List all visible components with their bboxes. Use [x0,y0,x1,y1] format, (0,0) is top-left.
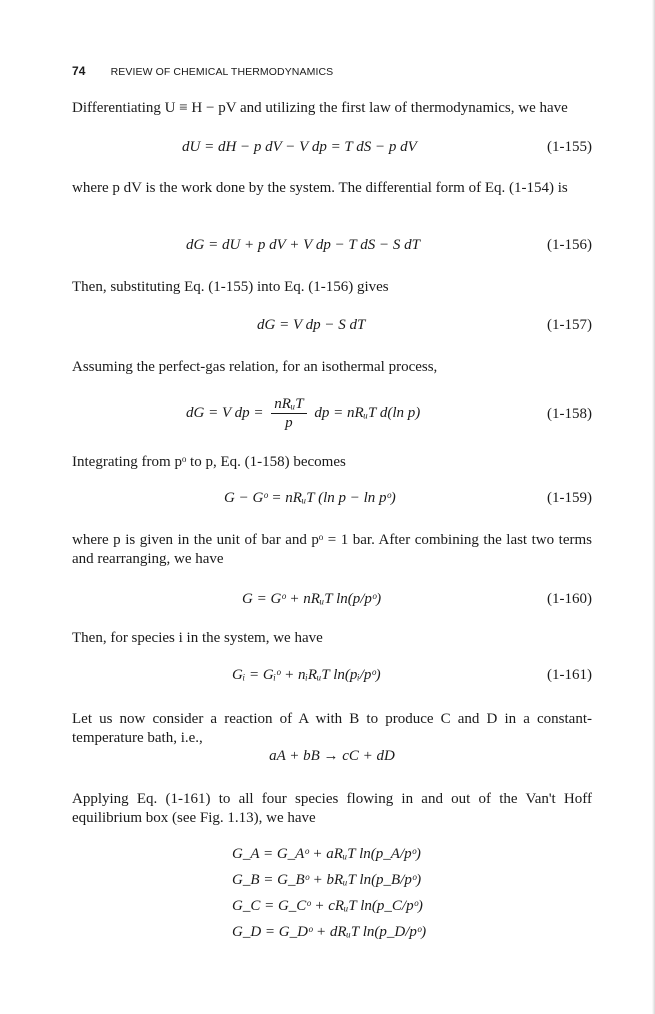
fraction-numerator: nRᵤT [271,395,306,414]
equation-lhs: dG = V dp = [186,404,264,421]
equation-expression: dG = dU + p dV + V dp − T dS − S dT [186,237,420,253]
equation-number: (1-155) [547,139,592,155]
equation-number: (1-157) [547,317,592,333]
equation-number: (1-161) [547,667,592,683]
equation-1-161 [72,667,592,689]
equation-1-159 [72,490,592,512]
equation-1-155 [72,139,592,161]
equation-system-d: G_D = G_Dᵒ + dRᵤT ln(p_D/pᵒ) [232,924,427,940]
paragraph-7: Then, for species i in the system, we have [72,630,323,646]
equation-1-157 [72,317,592,339]
running-title: REVIEW OF CHEMICAL THERMODYNAMICS [110,66,334,78]
equation-number: (1-159) [547,490,592,506]
equation-system-b: G_B = G_Bᵒ + bRᵤT ln(p_B/pᵒ) [232,872,422,888]
fraction [271,395,306,432]
paragraph-6: where p is given in the unit of bar and pᵒ = 1 bar. After combining the last two terms and rearranging, we have [72,532,592,567]
equation-expression: dU = dH − p dV − V dp = T dS − p dV [182,139,417,155]
equation-number: (1-160) [547,591,592,607]
paragraph-1: Differentiating U ≡ H − pV and utilizing the first law of thermodynamics, we have [72,100,568,116]
equation-1-158 [72,395,592,439]
equation-system-a: G_A = G_Aᵒ + aRᵤT ln(p_A/pᵒ) [232,846,421,862]
reaction-equation: aA + bB → cC + dD [269,748,395,764]
running-header [72,64,333,78]
equation-rhs: dp = nRᵤT d(ln p) [314,404,421,421]
fraction-denominator: p [285,415,293,431]
equation-number: (1-156) [547,237,592,253]
equation-1-160 [72,591,592,613]
paragraph-5: Integrating from pᵒ to p, Eq. (1-158) becomes [72,454,346,470]
page-number: 74 [72,64,86,78]
paragraph-8: Let us now consider a reaction of A with B to produce C and D in a constant-temperature bath, i.e., [72,711,592,746]
equation-expression: G − Gᵒ = nRᵤT (ln p − ln pᵒ) [224,490,396,506]
paragraph-4: Assuming the perfect-gas relation, for an isothermal process, [72,359,438,375]
equation-expression: G = Gᵒ + nRᵤT ln(p/pᵒ) [242,591,382,607]
equation-1-156 [72,237,592,259]
paragraph-2: where p dV is the work done by the system. The differential form of Eq. (1-154) is [72,180,568,196]
paragraph-9: Applying Eq. (1-161) to all four species flowing in and out of the Van't Hoff equilibrium box (see Fig. 1.13), we have [72,791,592,826]
equation-number: (1-158) [547,406,592,422]
equation-expression: dG = V dp − S dT [257,317,366,333]
equation-expression [186,395,420,432]
equation-expression: Gᵢ = Gᵢᵒ + nᵢRᵤT ln(pᵢ/pᵒ) [232,667,381,683]
equation-system-c: G_C = G_Cᵒ + cRᵤT ln(p_C/pᵒ) [232,898,423,914]
paragraph-3: Then, substituting Eq. (1-155) into Eq. (1-156) gives [72,279,389,295]
